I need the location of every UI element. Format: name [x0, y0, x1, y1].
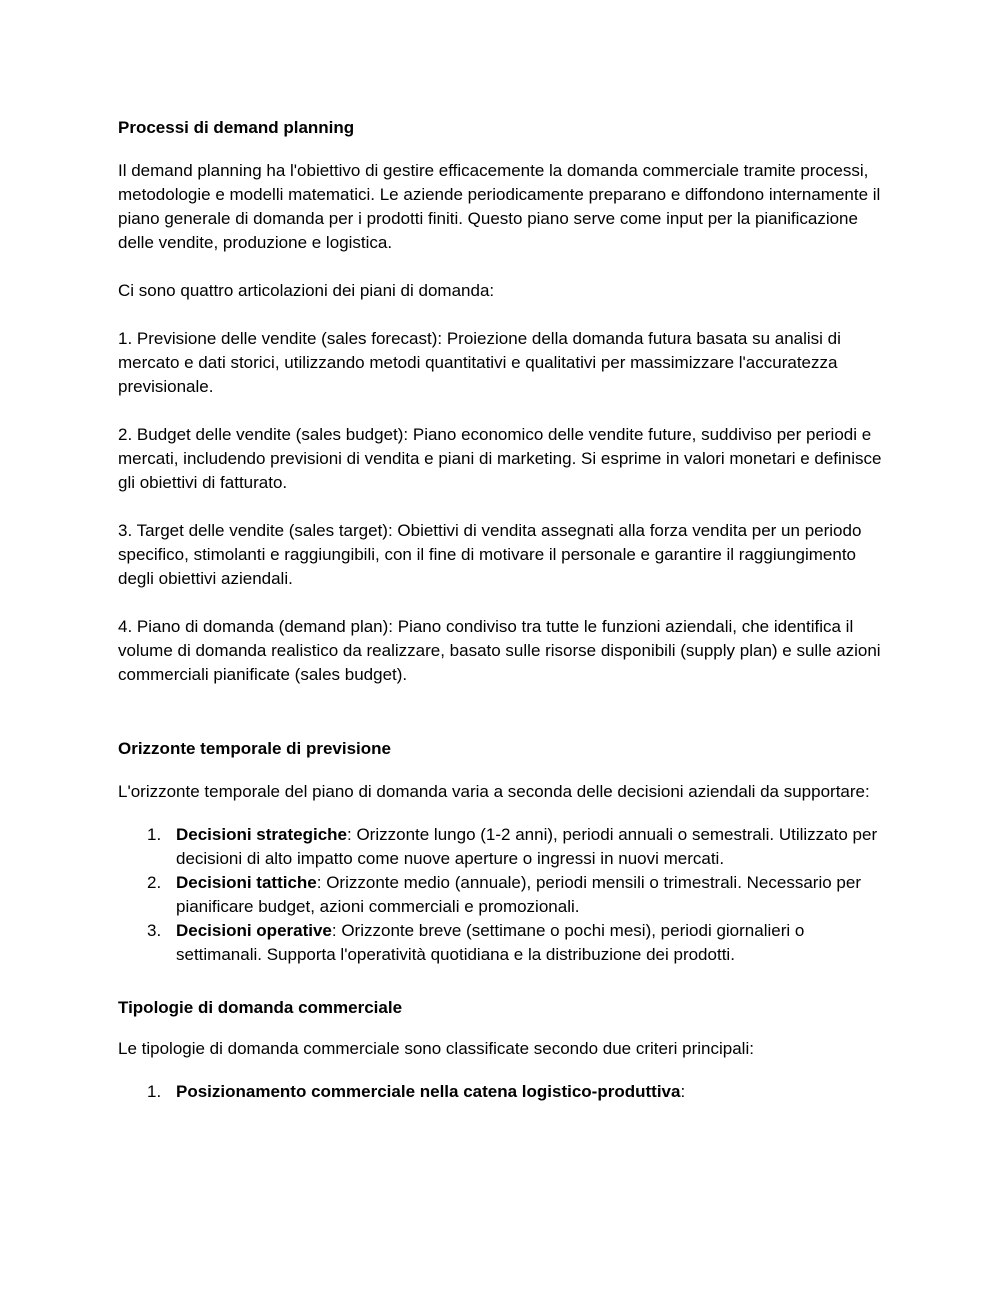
paragraph-demand-plan: 4. Piano di domanda (demand plan): Piano condiviso tra tutte le funzioni aziendali, che identifica il volume di domanda realistico da realizzare, basato sulle risorse disponibili (supply plan) e sulle azioni commerciali pianificate (sales budget). — [118, 617, 881, 684]
section-heading-time-horizon: Orizzonte temporale di previsione — [118, 739, 392, 758]
list-item-term: Posizionamento commerciale nella catena logistico-produttiva — [176, 1082, 681, 1101]
list-item-term: Decisioni tattiche — [176, 873, 317, 892]
paragraph-sales-forecast: 1. Previsione delle vendite (sales forecast): Proiezione della domanda futura basata su analisi di mercato e dati storici, utilizzando metodi quantitativi e qualitativi per massimizzare l'accuratezza previsionale. — [118, 329, 841, 396]
list-item-number: 1. — [147, 825, 162, 844]
paragraph-demand-planning-intro: Il demand planning ha l'obiettivo di gestire efficacemente la domanda commerciale tramite processi, metodologie e modelli matematici. Le aziende periodicamente preparano e diffondono internamente il piano generale di domanda per i prodotti finiti. Questo piano serve come input per la pianificazione delle vendite, produzione e logistica. — [118, 161, 881, 252]
paragraph-time-horizon-intro: L'orizzonte temporale del piano di domanda varia a seconda delle decisioni aziendali da supportare: — [118, 782, 870, 801]
list-item — [118, 823, 888, 871]
list-item-term: Decisioni operative — [176, 921, 332, 940]
list-item-term: Decisioni strategiche — [176, 825, 348, 844]
list-item-number: 2. — [147, 873, 162, 892]
list-item-text: : Orizzonte breve (settimane o pochi mesi), periodi giornalieri o settimanali. Supporta l'operatività quotidiana e la distribuzione dei prodotti. — [176, 921, 805, 964]
list-item-number: 3. — [147, 921, 162, 940]
list-item — [118, 871, 888, 919]
section-heading-demand-types: Tipologie di domanda commerciale — [118, 998, 403, 1017]
paragraph-sales-target: 3. Target delle vendite (sales target): Obiettivi di vendita assegnati alla forza vendita per un periodo specifico, stimolanti e raggiungibili, con il fine di motivare il personale e garantire il raggiungimento degli obiettivi aziendali. — [118, 521, 862, 588]
decision-list — [118, 823, 888, 967]
list-item-text: : — [680, 1082, 686, 1101]
criteria-list — [118, 1080, 888, 1104]
list-item-text: : Orizzonte medio (annuale), periodi mensili o trimestrali. Necessario per pianificare budget, azioni commerciali e promozionali. — [176, 873, 861, 916]
list-item-text: : Orizzonte lungo (1-2 anni), periodi annuali o semestrali. Utilizzato per decisioni di alto impatto come nuove aperture o ingressi in nuovi mercati. — [176, 825, 878, 868]
paragraph-sales-budget: 2. Budget delle vendite (sales budget): Piano economico delle vendite future, suddiviso per periodi e mercati, includendo previsioni di vendita e piani di marketing. Si esprime in valori monetari e definisce gli obiettivi di fatturato. — [118, 425, 882, 492]
list-item — [118, 919, 888, 967]
list-item-number: 1. — [147, 1082, 162, 1101]
list-item — [118, 1080, 888, 1104]
paragraph-demand-types-intro: Le tipologie di domanda commerciale sono classificate secondo due criteri principali: — [118, 1039, 754, 1058]
paragraph-articulations-lead: Ci sono quattro articolazioni dei piani di domanda: — [118, 281, 495, 300]
section-heading-demand-planning: Processi di demand planning — [118, 118, 355, 137]
document-page — [118, 116, 888, 1104]
